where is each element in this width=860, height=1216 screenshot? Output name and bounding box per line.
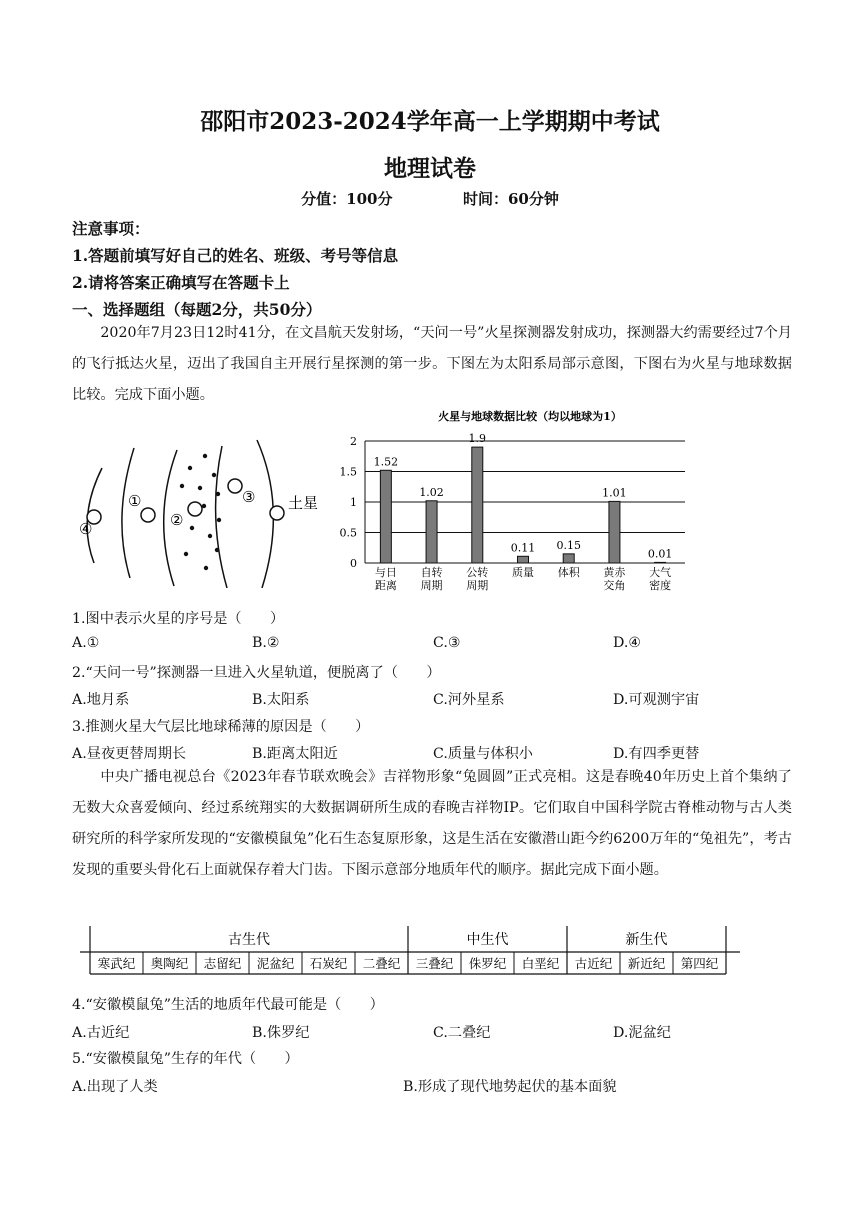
period-label: 第四纪 [680, 956, 719, 971]
bar-2 [472, 447, 483, 563]
q1-option-b[interactable]: B.② [252, 635, 280, 651]
category-label: 密度 [649, 579, 672, 592]
q2-option-c[interactable]: C.河外星系 [433, 692, 505, 708]
y-tick-label: 0 [350, 557, 357, 570]
question-4: 4.“安徽模鼠兔”生活的地质年代最可能是（ ） [72, 997, 384, 1013]
q4-option-c[interactable]: C.二叠纪 [433, 1025, 491, 1041]
q3-option-b[interactable]: B.距离太阳近 [252, 746, 338, 762]
q2-option-a[interactable]: A.地月系 [72, 692, 130, 708]
q1-option-c[interactable]: C.③ [433, 635, 461, 651]
section-heading: 一、选择题组（每题2分，共50分） [72, 300, 322, 319]
planet-1 [141, 508, 155, 522]
time-text: 时间：60分钟 [462, 190, 559, 208]
category-label: 黄赤 [603, 566, 626, 579]
bar-value-label: 1.9 [468, 432, 487, 446]
note-item-2: 2.请将答案正确填写在答题卡上 [72, 273, 290, 292]
y-tick-label: 2 [350, 435, 357, 448]
period-label: 古近纪 [574, 956, 613, 971]
question-3: 3.推测火星大气层比地球稀薄的原因是（ ） [72, 719, 370, 735]
y-tick-label: 1.5 [339, 465, 357, 479]
category-label: 大气 [649, 566, 672, 579]
q4-option-b[interactable]: B.侏罗纪 [252, 1025, 310, 1041]
score-time-line [0, 188, 860, 209]
geologic-timeline [80, 922, 740, 982]
bar-value-label: 1.02 [419, 485, 444, 499]
question-2: 2.“天问一号”探测器一旦进入火星轨道，便脱离了（ ） [72, 665, 441, 681]
q3-option-c[interactable]: C.质量与体积小 [433, 746, 533, 762]
label-2: ② [170, 511, 184, 529]
category-label: 距离 [374, 579, 397, 592]
period-label: 白垩纪 [521, 956, 560, 971]
bar-6 [655, 562, 666, 563]
y-tick-label: 0.5 [339, 526, 357, 540]
period-label: 志留纪 [203, 956, 242, 971]
category-label: 自转 [420, 566, 443, 579]
label-saturn: 土星 [288, 494, 319, 512]
bar-4 [563, 554, 574, 563]
question-1: 1.图中表示火星的序号是（ ） [72, 611, 285, 627]
planet-2 [188, 502, 202, 516]
note-item-1: 1.答题前填写好自己的姓名、班级、考号等信息 [72, 246, 399, 265]
q5-option-b[interactable]: B.形成了现代地势起伏的基本面貌 [403, 1079, 617, 1095]
label-3: ③ [242, 488, 256, 506]
q1-option-d[interactable]: D.④ [613, 635, 642, 651]
category-label: 周期 [466, 579, 489, 592]
bar-1 [426, 501, 437, 563]
era-label: 中生代 [466, 932, 509, 948]
exam-title: 邵阳市2023-2024学年高一上学期期中考试 [200, 108, 660, 135]
bar-3 [518, 556, 529, 563]
category-label: 公转 [466, 566, 489, 579]
category-label: 质量 [512, 566, 534, 579]
category-label: 体积 [557, 566, 580, 579]
subject-title: 地理试卷 [384, 155, 476, 182]
q5-option-a[interactable]: A.出现了人类 [72, 1079, 158, 1095]
bar-0 [380, 470, 391, 563]
chart-title: 火星与地球数据比较（均以地球为1） [438, 410, 622, 423]
question-5: 5.“安徽模鼠兔”生存的年代（ ） [72, 1051, 299, 1067]
orbit-2 [122, 448, 134, 578]
era-label: 古生代 [228, 932, 270, 948]
passage-1: 2020年7月23日12时41分，在文昌航天发射场，“天问一号”火星探测器发射成功，探测器大约需要经过7个月的飞行抵达火星，迈出了我国自主开展行星探测的第一步。下图左为太阳系局部示意图，下图右为火星与地球数据比较。完成下面小题。 [72, 325, 792, 403]
q3-option-a[interactable]: A.昼夜更替周期长 [72, 746, 187, 762]
period-label: 泥盆纪 [256, 956, 295, 971]
score-text: 分值：100分 [301, 190, 393, 208]
period-label: 寒武纪 [97, 956, 136, 971]
period-label: 三叠纪 [415, 956, 454, 971]
orbit-4 [216, 446, 227, 588]
period-label: 石炭纪 [309, 956, 348, 971]
q2-option-d[interactable]: D.可观测宇宙 [613, 692, 700, 708]
passage-2: 中央广播电视总台《2023年春节联欢晚会》吉祥物形象“兔圆圆”正式亮相。这是春晚40年历史上首个集纳了无数大众喜爱倾向、经过系统翔实的大数据调研所生成的春晚吉祥物IP。它们取自中国科学院古脊椎动物与古人类研究所的科学家所发现的“安徽模鼠兔”化石生态复原形象，这是生活在安徽潜山距今约6200万年的“兔祖先”，考古发现的重要头骨化石上面就保存着大门齿。下图示意部分地质年代的顺序。据此完成下面小题。 [72, 769, 792, 878]
bar-5 [609, 501, 620, 563]
period-label: 二叠纪 [362, 956, 401, 971]
planet-3 [228, 479, 242, 493]
q4-option-d[interactable]: D.泥盆纪 [613, 1025, 671, 1041]
q2-option-b[interactable]: B.太阳系 [252, 692, 310, 708]
notes-heading: 注意事项： [72, 219, 150, 238]
bar-value-label: 0.11 [510, 541, 536, 555]
bar-value-label: 0.01 [647, 547, 673, 561]
period-label: 侏罗纪 [468, 956, 507, 971]
period-label: 新近纪 [627, 956, 666, 971]
bar-value-label: 1.01 [602, 486, 627, 500]
label-1: ① [128, 492, 142, 510]
q4-option-a[interactable]: A.古近纪 [72, 1025, 130, 1041]
era-label: 新生代 [625, 932, 668, 948]
category-label: 交角 [603, 579, 626, 592]
bar-value-label: 1.52 [373, 455, 399, 469]
category-label: 周期 [420, 579, 443, 592]
q3-option-d[interactable]: D.有四季更替 [613, 746, 700, 762]
period-label: 奥陶纪 [150, 956, 189, 971]
bar-value-label: 0.15 [556, 538, 581, 552]
solar-system-diagram [72, 428, 332, 588]
mars-earth-chart [335, 405, 695, 600]
category-label: 与日 [374, 566, 397, 579]
planet-saturn [270, 506, 284, 520]
y-tick-label: 1 [350, 496, 357, 509]
label-4: ④ [79, 520, 93, 538]
q1-option-a[interactable]: A.① [72, 635, 100, 651]
